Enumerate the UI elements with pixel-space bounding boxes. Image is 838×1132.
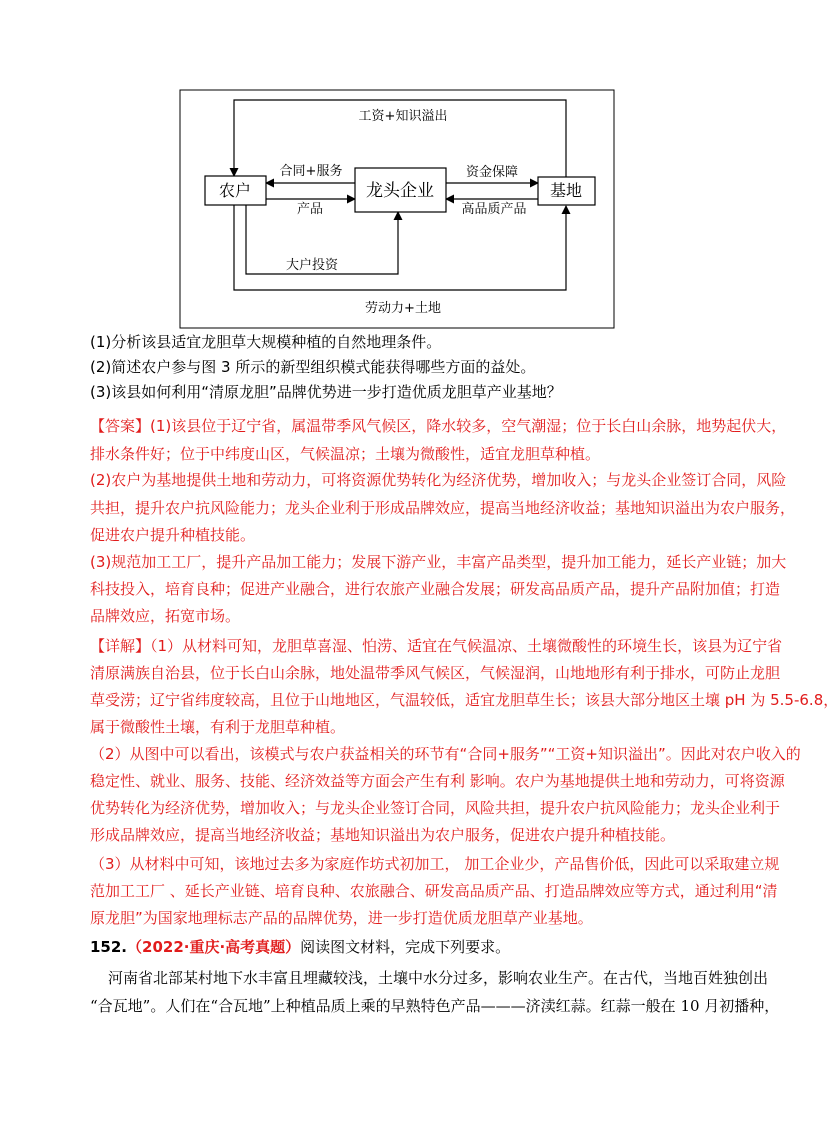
question-source: （2022·重庆·高考真题） (127, 938, 301, 956)
node-base: 基地 (549, 181, 583, 200)
detail-line-4: 属于微酸性土壤，有利于龙胆草种植。 (90, 718, 346, 736)
detail-line-11: 原龙胆”为国家地理标志产品的品牌优势，进一步打造优质龙胆草产业基地。 (90, 909, 593, 927)
node-farmer: 农户 (218, 181, 252, 200)
edge-label-labor-land: 劳动力+土地 (365, 301, 441, 316)
edge-label-contract-service: 合同+服务 (279, 164, 343, 179)
detail-line-10: 范加工工厂 、延长产业链、培育良种、农旅融合、研发高品质产品、打造品牌效应等方式，通过利用“清 (90, 882, 778, 900)
question-2: (2)简述农户参与图 3 所示的新型组织模式能获得哪些方面的益处。 (90, 358, 536, 376)
next-question-header (90, 935, 730, 959)
answer-tag: 【答案】 (90, 417, 151, 435)
answer-line-1 (90, 414, 787, 438)
detail-line-8: 形成品牌效应，提高当地经济收益；基地知识溢出为农户服务，促进农户提升种植技能。 (90, 826, 676, 844)
material-paragraph-line-1: 河南省北部某村地下水丰富且埋藏较浅，土壤中水分过多，影响农业生产。在古代，当地百姓独创出 (108, 969, 769, 987)
answer-line-5: 促进农户提升种植技能。 (90, 526, 256, 544)
detail-line-6: 稳定性、就业、服务、技能、经济效益等方面会产生有利 影响。农户为基地提供土地和劳动力，可将资源 (90, 772, 785, 790)
answer-line-3: (2)农户为基地提供土地和劳动力，可将资源优势转化为经济优势，增加收入；与龙头企业签订合同，风险 (90, 471, 787, 489)
detail-line-5: （2）从图中可以看出，该模式与农户获益相关的环节有“合同+服务”“工资+知识溢出”。因此对农户收入的 (90, 745, 801, 763)
edge-label-capital: 资金保障 (465, 165, 519, 180)
answer-line-8: 品牌效应，拓宽市场。 (90, 607, 241, 625)
detail-tag: 【详解】 (90, 637, 151, 655)
question-instruction: 阅读图文材料，完成下列要求。 (300, 938, 511, 956)
answer-line-7: 科技投入，培育良种；促进产业融合，进行农旅产业融合发展；研发高品质产品，提升产品附加值；打造 (90, 580, 781, 598)
answer-line-6: (3)规范加工工厂，提升产品加工能力；发展下游产业，丰富产品类型，提升加工能力，延长产业链；加大 (90, 553, 787, 571)
answer-line-4: 共担，提升农户抗风险能力；龙头企业利于形成品牌效应，提高当地经济收益；基地知识溢出为农户服务， (90, 499, 796, 517)
edge-label-bigfarmer-investment: 大户投资 (285, 258, 339, 273)
question-3: (3)该县如何利用“清原龙胆”品牌优势进一步打造优质龙胆草产业基地？ (90, 383, 562, 401)
detail-line-1 (90, 634, 783, 658)
question-1: (1)分析该县适宜龙胆草大规模种植的自然地理条件。 (90, 333, 442, 351)
answer-line-2: 排水条件好；位于中纬度山区，气候温凉；土壤为微酸性，适宜龙胆草种植。 (90, 445, 601, 463)
material-paragraph-line-2: “合瓦地”。人们在“合瓦地”上种植品质上乘的早熟特色产品———济渎红蒜。红蒜一般在 10 月初播种， (90, 997, 780, 1015)
node-leader: 龙头企业 (366, 181, 434, 201)
detail-line-7: 优势转化为经济优势，增加收入；与龙头企业签订合同，风险共担，提升农户抗风险能力；龙头企业利于 (90, 799, 781, 817)
edge-label-product: 产品 (296, 202, 324, 217)
edge-label-quality-product: 高品质产品 (461, 202, 527, 217)
answer-text-1: (1)该县位于辽宁省，属温带季风气候区，降水较多，空气潮湿；位于长白山余脉，地势起伏大， (150, 417, 787, 435)
edge-label-wage-knowledge: 工资+知识溢出 (358, 109, 448, 124)
question-number: 152. (90, 938, 128, 956)
edge-labor-land (234, 205, 566, 290)
organization-model-diagram (0, 0, 800, 340)
detail-text-1: （1）从材料可知，龙胆草喜湿、怕涝、适宜在气候温凉、土壤微酸性的环境生长，该县为辽宁省 (150, 637, 783, 655)
detail-line-9: （3）从材料中可知，该地过去多为家庭作坊式初加工， 加工企业少，产品售价低，因此可以采取建立规 (90, 855, 780, 873)
detail-line-2: 清原满族自治县，位于长白山余脉，地处温带季风气候区，气候湿润，山地地形有利于排水，可防止龙胆 (90, 664, 781, 682)
detail-line-3: 草受涝；辽宁省纬度较高，且位于山地地区，气温较低，适宜龙胆草生长；该县大部分地区土壤 pH 为 5.5-6.8， (90, 691, 838, 709)
